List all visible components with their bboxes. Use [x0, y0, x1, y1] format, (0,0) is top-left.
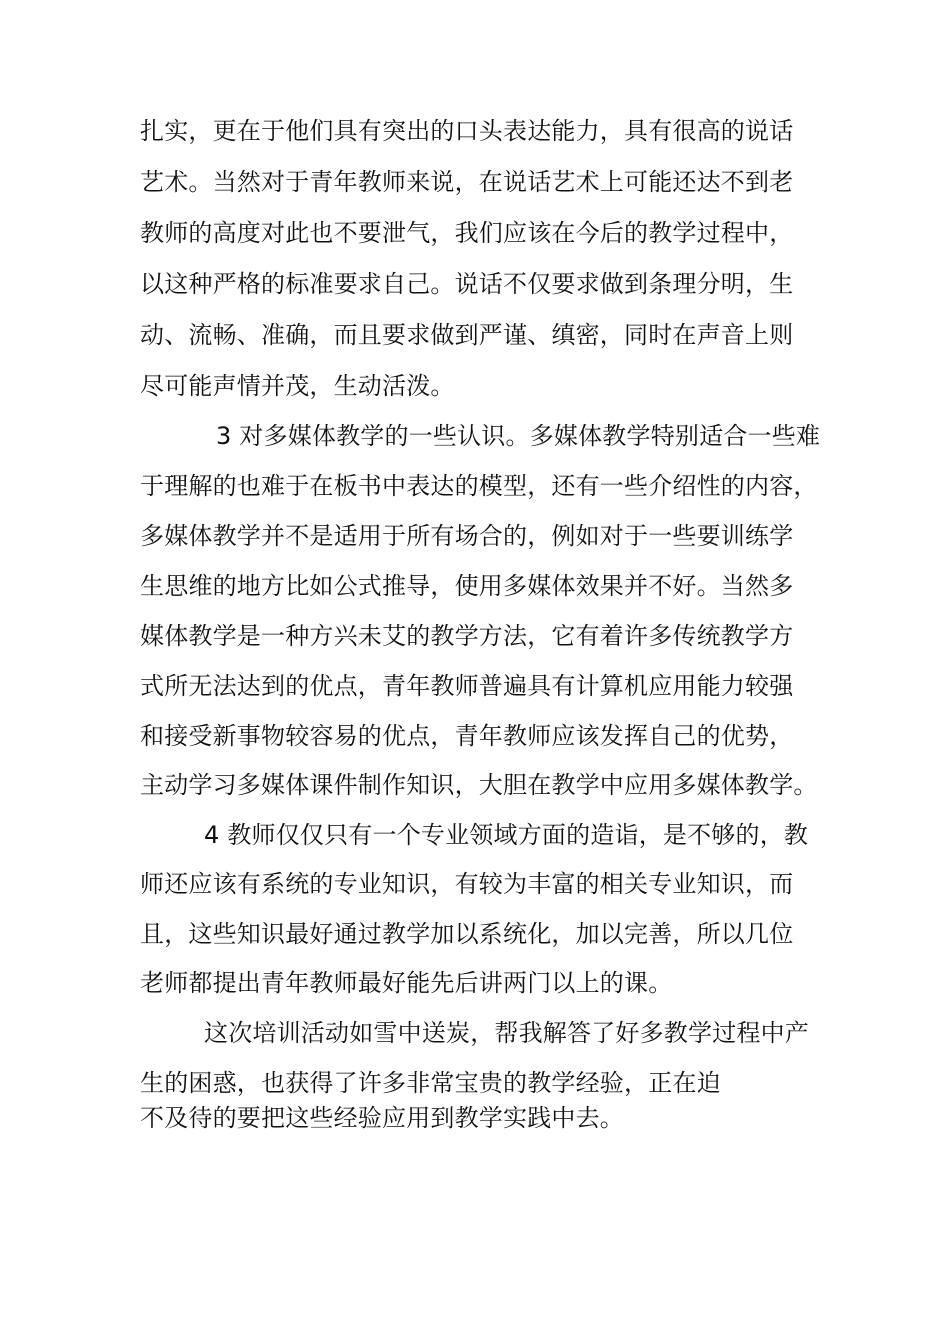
text-line: 不及待的要把这些经验应用到教学实践中去。	[140, 1104, 624, 1132]
text-line: 艺术。当然对于青年教师来说，在说话艺术上可能还达不到老	[140, 168, 794, 196]
text-line: 师还应该有系统的专业知识，有较为丰富的相关专业知识，而	[140, 870, 794, 898]
text-line: 和接受新事物较容易的优点，青年教师应该发挥自己的优势，	[140, 722, 794, 750]
text-line: 以这种严格的标准要求自己。说话不仅要求做到条理分明，生	[140, 270, 794, 298]
text-line: 式所无法达到的优点，青年教师普遍具有计算机应用能力较强	[140, 672, 794, 700]
text-line: 生思维的地方比如公式推导，使用多媒体效果并不好。当然多	[140, 572, 794, 600]
text-line: 多媒体教学并不是适用于所有场合的，例如对于一些要训练学	[140, 522, 794, 550]
paragraph-start-line: 3 对多媒体教学的一些认识。多媒体教学特别适合一些难	[216, 422, 821, 450]
text-line: 尽可能声情并茂，生动活泼。	[140, 372, 455, 400]
paragraph-start-line: 这次培训活动如雪中送炭，帮我解答了好多教学过程中产	[204, 1019, 809, 1047]
text-line: 扎实，更在于他们具有突出的口头表达能力，具有很高的说话	[140, 117, 794, 145]
text-line: 且，这些知识最好通过教学加以系统化，加以完善，所以几位	[140, 920, 794, 948]
paragraph-start-line: 4 教师仅仅只有一个专业领域方面的造诣，是不够的，教	[204, 821, 809, 849]
text-line: 媒体教学是一种方兴未艾的教学方法，它有着许多传统教学方	[140, 622, 794, 650]
text-line: 老师都提出青年教师最好能先后讲两门以上的课。	[140, 969, 673, 997]
text-line: 教师的高度对此也不要泄气，我们应该在今后的教学过程中，	[140, 219, 794, 247]
text-line: 生的困惑，也获得了许多非常宝贵的教学经验，正在迫	[140, 1069, 721, 1097]
text-line: 主动学习多媒体课件制作知识，大胆在教学中应用多媒体教学。	[140, 771, 818, 799]
text-line: 于理解的也难于在板书中表达的模型，还有一些介绍性的内容，	[140, 472, 818, 500]
text-line: 动、流畅、准确，而且要求做到严谨、缜密，同时在声音上则	[140, 321, 794, 349]
